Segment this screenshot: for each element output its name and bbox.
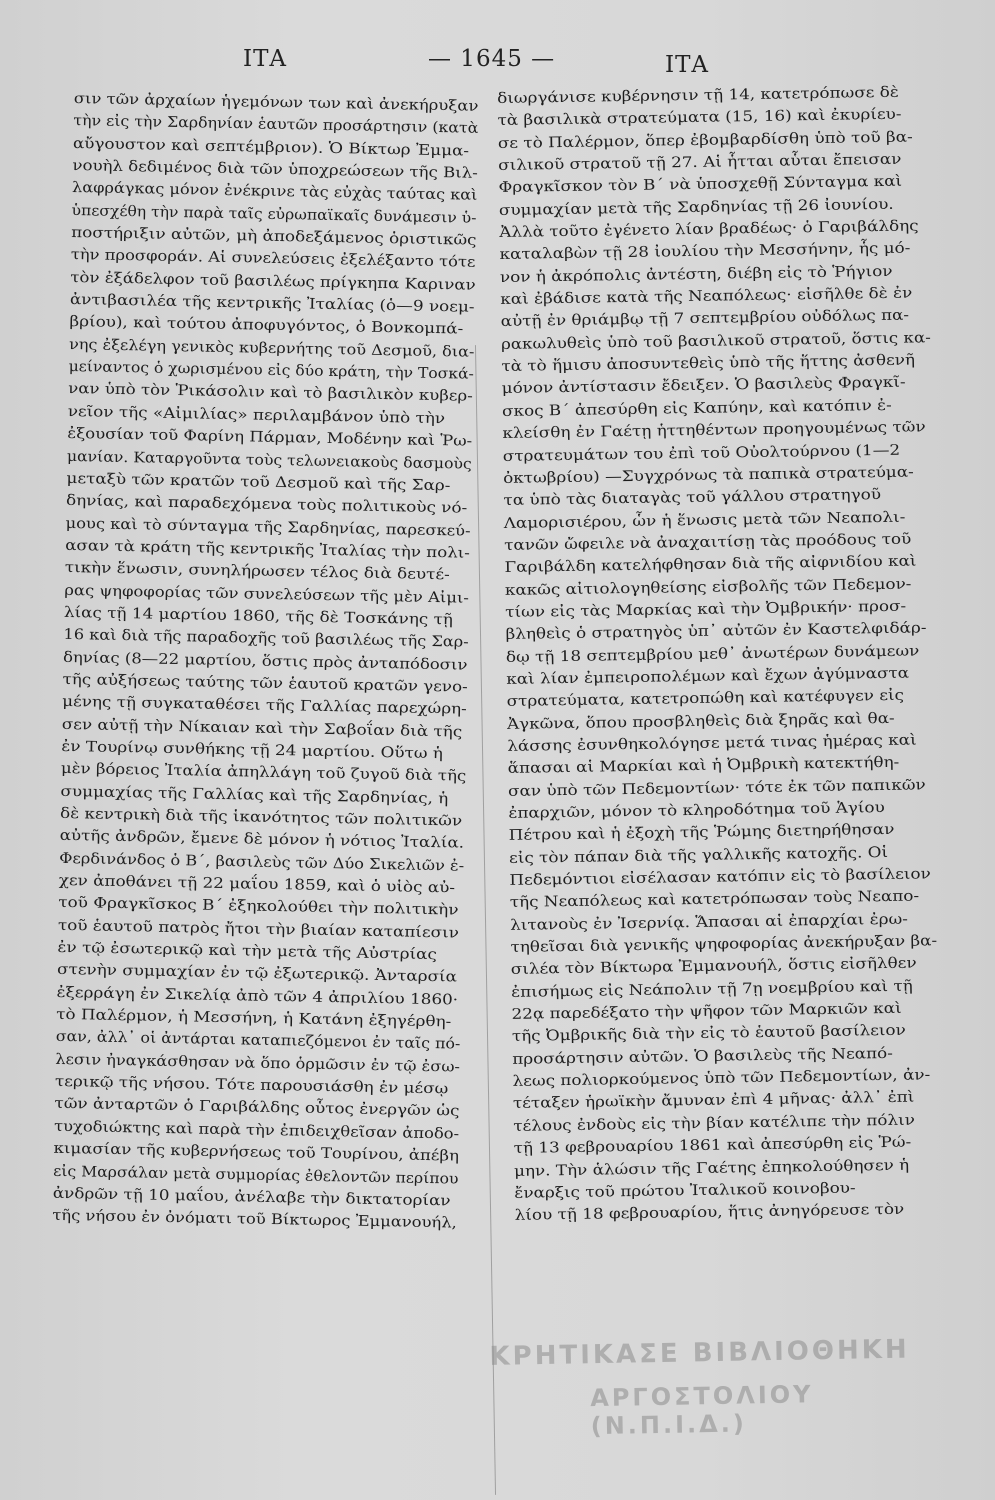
text-line: μους καὶ τὸ σύνταγμα τῆς Σαρδηνίας, παρεσκεύ-	[65, 514, 471, 540]
text-line: σιλέα τὸν Βίκτωρα Ἐμμανουήλ, ὅστις εἰσῆλθεν	[510, 954, 917, 979]
text-line: καὶ ἐβάδισε κατὰ τῆς Νεαπόλεως· εἰσῆλθε δὲ ἐν	[500, 284, 913, 309]
text-line: λαφράγκας μόνον ἐνέκρινε τὰς εὐχὰς ταύτας καὶ	[71, 179, 478, 205]
text-line: καὶ λίαν ἐμπειροπολέμων καὶ ἔχων ἀγύμναστα	[506, 664, 910, 688]
text-line: μένης τῇ συγκαταθέσει τῆς Γαλλίας παρεχώρη-	[62, 693, 467, 718]
text-line: λάσσης ἐσυνθηκολόγησε μετά τινας ἡμέρας καὶ	[507, 731, 917, 755]
library-watermark	[479, 1334, 950, 1441]
text-line: δηνίας, καὶ παραδεχόμενα τοὺς πολιτικοὺς νό-	[65, 492, 468, 517]
text-line: ἐν Τουρίνῳ συνθήκης τῇ 24 μαρτίου. Οὕτω ἡ	[61, 737, 444, 763]
text-line: τικὴν ἕνωσιν, συνηλήρωσεν τέλος διὰ δευτέ-	[64, 559, 450, 584]
text-line: στρατεύματα, κατετροπώθη καὶ κατέφυγεν εἰς	[506, 686, 905, 711]
text-line: λιτανοὺς ἐν Ἰσερνίᾳ. Ἅπασαι αἱ ἐπαρχίαι ἐρω-	[510, 910, 908, 934]
text-line: σαν, ἀλλ᾽ οἱ ἀντάρται καταπιεζόμενοι ἐν ταῖς πό-	[55, 1028, 461, 1054]
text-line: ἐπαρχιῶν, μόνον τὸ κληροδότημα τοῦ Ἁγίου	[508, 798, 885, 822]
text-line: τὴν εἰς τὴν Σαρδηνίαν ἑαυτῶν προσάρτησιν (κατὰ	[73, 112, 479, 138]
text-line: τῆς αὐξήσεως ταύτης τῶν ἑαυτοῦ κρατῶν γενο-	[62, 670, 468, 696]
text-line: ὀκτωβρίου) —Συγχρόνως τὰ παπικὰ στρατεύμα-	[502, 463, 914, 487]
text-line: δὲ κεντρικὴ διὰ τῆς ἱκανότητος τῶν πολιτικῶν	[59, 804, 463, 830]
text-line: στενὴν συμμαχίαν ἐν τῷ ἐξωτερικῷ. Ἀνταρσία	[56, 961, 458, 986]
text-line: κιμασίαν τῆς κυβερνήσεως τοῦ Τουρίνου, ἀπέβη	[53, 1139, 460, 1165]
text-line: βληθεὶς ὁ στρατηγὸς ὑπ᾽ αὐτῶν ἐν Καστελφιδάρ-	[505, 619, 927, 644]
text-line: τῆς Ὀμβρικῆς διὰ τὴν εἰς τὸ ἑαυτοῦ βασίλειον	[511, 1022, 906, 1046]
text-line: στρατευμάτων του ἐπὶ τοῦ Οὐολτούρνου (1—2	[502, 441, 901, 465]
text-line: τέταξεν ἡρωϊκὴν ἄμυναν ἐπὶ 4 μῆνας· ἀλλ᾽ ἐπὶ	[512, 1089, 915, 1113]
text-line: μείναντος ὁ χωρισμένου εἰς δύο κράτη, τὴν Τοσκά-	[68, 358, 474, 383]
text-line: νεῖον τῆς «Αἰμιλίας» περιλαμβάνον ὑπὸ τὴν	[67, 402, 446, 427]
text-line: σεν αὐτῇ τὴν Νίκαιαν καὶ τὴν Σαβοΐαν διὰ τῆς	[61, 715, 463, 741]
text-line: λίου τῇ 18 φεβρουαρίου, ἥτις ἀνηγόρευσε τὸν	[514, 1200, 905, 1225]
text-line: ἀνδρῶν τῇ 10 μαΐου, ἀνέλαβε τὴν δικτατορίαν	[52, 1184, 451, 1210]
text-line: τῇ 13 φεβρουαρίου 1861 καὶ ἀπεσύρθη εἰς Ῥώ-	[513, 1133, 912, 1158]
text-line: μόνον ἀντίστασιν ἔδειξεν. Ὁ βασιλεὺς Φραγκῖ-	[501, 374, 906, 398]
text-line: τὸ Παλέρμον, ἡ Μεσσήνη, ἡ Κατάνη ἐξηγέρθη-	[56, 1005, 452, 1031]
text-line: τῆς νήσου ἐν ὀνόματι τοῦ Βίκτωρος Ἐμμανουήλ,	[52, 1206, 457, 1232]
text-line: καταλαβὼν τῇ 28 ἰουλίου τὴν Μεσσήνην, ἧς μό-	[499, 239, 911, 264]
left-text-column	[52, 88, 479, 1235]
text-line: τυχοδιώκτης καὶ παρὰ τὴν ἐπιδειχθεῖσαν ἀποδο-	[53, 1117, 460, 1143]
text-line: διωργάνισε κυβέρνησιν τῇ 14, κατετρόπωσε δὲ	[497, 83, 899, 107]
text-line: σε τὸ Παλέρμον, ὅπερ ἐβομβαρδίσθη ὑπὸ τοῦ βα-	[497, 128, 913, 152]
text-line: Ἀλλὰ τοῦτο ἐγένετο λίαν βραδέως· ὁ Γαριβάλδης	[499, 217, 919, 242]
text-line: μεταξὺ τῶν κρατῶν τοῦ Δεσμοῦ καὶ τῆς Σαρ-	[66, 469, 451, 495]
watermark-line-1: ΚΡΗΤΙΚΑΣΕ ΒΙΒΛΙΟΘΗΚΗ	[489, 1334, 910, 1372]
text-line: εἰς τὸν πάπαν διὰ τῆς γαλλικῆς κατοχῆς. Οἱ	[508, 843, 889, 867]
running-header	[0, 42, 995, 82]
text-line: δῳ τῇ 18 σεπτεμβρίου μεθ᾽ ἀνωτέρων δυνάμεων	[505, 642, 920, 666]
text-line: τηθεῖσαι διὰ γενικῆς ψηφοφορίας ἀνεκήρυξαν βα-	[510, 932, 938, 956]
text-line: ὑπεσχέθη τὴν παρὰ ταῖς εὐρωπαϊκαῖς δυνάμεσιν ὑ-	[71, 201, 477, 227]
text-line: σιν τῶν ἀρχαίων ἡγεμόνων των καὶ ἀνεκήρυξαν	[73, 89, 479, 115]
text-line: Φερδινάνδος ὁ Β΄, βασιλεὺς τῶν Δύο Σικελιῶν ἐ-	[59, 849, 465, 875]
text-line: κλείσθη ἐν Γαέτῃ ἡττηθέντων προηγουμένως τῶν	[502, 418, 926, 443]
text-line: σιλικοῦ στρατοῦ τῇ 27. Αἱ ἧτται αὗται ἔπεισαν	[498, 150, 902, 175]
text-line: προσάρτησιν αὐτῶν. Ὁ βασιλεὺς τῆς Νεαπό-	[512, 1044, 893, 1068]
text-line: τῆς Νεαπόλεως καὶ κατετρόπωσαν τοὺς Νεαπο-	[509, 887, 920, 912]
text-line: νον ἡ ἀκρόπολις ἀντέστη, διέβη εἰς τὸ Ῥήγιον	[499, 262, 893, 286]
text-line: ρακωλυθεὶς ὑπὸ τοῦ βασιλικοῦ στρατοῦ, ὅστις κα-	[500, 328, 931, 353]
text-line: Πεδεμόντιοι εἰσέλασαν κατόπιν εἰς τὸ βασίλειον	[509, 865, 931, 889]
text-line: ἔναρξις τοῦ πρώτου Ἰταλικοῦ κοινοβου-	[514, 1179, 856, 1202]
text-line: συμμαχίαν μετὰ τῆς Σαρδηνίας τῇ 26 ἰουνίου.	[498, 195, 894, 219]
text-line: Πέτρου καὶ ἡ ἐξοχὴ τῆς Ῥώμης διετηρήθησαν	[508, 821, 895, 845]
text-line: τοῦ Φραγκῖσκος Β΄ ἐξηκολούθει τὴν πολιτικὴν	[58, 894, 459, 919]
text-line: ἐξερράγη ἐν Σικελίᾳ ἀπὸ τῶν 4 ἀπριλίου 1860·	[56, 983, 459, 1009]
text-line: τίων εἰς τὰς Μαρκίας καὶ τὴν Ὀμβρικήν· προσ-	[505, 597, 907, 621]
text-line: ναν ὑπὸ τὸν Ῥικάσολιν καὶ τὸ βασιλικὸν κυβερ-	[68, 380, 473, 406]
text-line: τὸν ἐξάδελφον τοῦ βασιλέως πρίγκηπα Καριναν	[70, 268, 476, 294]
text-line: ἐξουσίαν τοῦ Φαρίνη Πάρμαν, Μοδένην καὶ Ῥω-	[67, 425, 473, 450]
text-line: αὐτῆς ἀνδρῶν, ἔμενε δὲ μόνον ἡ νότιος Ἰταλία.	[59, 827, 465, 852]
text-line: λεως πολιορκούμενος ὑπὸ τῶν Πεδεμοντίων, ἀν-	[512, 1066, 931, 1091]
text-line: χεν ἀποθάνει τῇ 22 μαΐου 1859, καὶ ὁ υἱὸς αὐ-	[58, 871, 456, 897]
text-line: Γαριβάλδη κατελήφθησαν διὰ τῆς αἰφνιδίου καὶ	[504, 552, 917, 577]
text-line: μανίαν. Καταργοῦντα τοὺς τελωνειακοὺς δασμοὺς	[66, 447, 472, 473]
text-line: ποστήριξιν αὐτῶν, μὴ ἀποδεξάμενος ὁριστικῶς	[71, 224, 477, 249]
text-line: εἰς Μαρσάλαν μετὰ συμμορίας ἐθελοντῶν περίπου	[53, 1162, 459, 1188]
text-line: λεσιν ἠναγκάσθησαν νὰ ὅπο ὁρμῶσιν ἐν τῷ ἐσω-	[55, 1050, 461, 1076]
text-line: τοῦ ἑαυτοῦ πατρὸς ἤτοι τὴν βιαίαν καταπίεσιν	[57, 916, 460, 942]
text-line: νουὴλ δεδιμένος διὰ τῶν ὑποχρεώσεων τῆς Βιλ-	[72, 157, 478, 182]
text-line: τανῶν ὤφειλε νὰ ἀναχαιτίσῃ τὰς προόδους τοῦ	[504, 530, 912, 554]
text-line: τα ὑπὸ τὰς διαταγὰς τοῦ γάλλου στρατηγοῦ	[503, 486, 882, 510]
text-line: 16 καὶ διὰ τῆς παραδοχῆς τοῦ βασιλέως τῆς Σαρ-	[63, 626, 469, 651]
text-line: κακῶς αἰτιολογηθείσης εἰσβολῆς τῶν Πεδεμον-	[504, 575, 912, 599]
text-line: ἐπισήμως εἰς Νεάπολιν τῇ 7ῃ νοεμβρίου καὶ τῇ	[511, 977, 913, 1001]
text-line: ἅπασαι αἱ Μαρκίαι καὶ ἡ Ὀμβρικὴ κατεκτήθη-	[507, 754, 900, 778]
text-line: Φραγκῖσκον τὸν Β΄ νὰ ὑποσχεθῇ Σύνταγμα καὶ	[498, 173, 903, 197]
text-line: σκος Β΄ ἀπεσύρθη εἰς Καπύην, καὶ κατόπιν ἐ-	[501, 396, 892, 420]
text-line: τέλους ἐνδοὺς εἰς τὴν βίαν κατέλιπε τὴν πόλιν	[513, 1111, 915, 1135]
text-line: νης ἐξελέγη γενικὸς κυβερνήτης τοῦ Δεσμοῦ, δια-	[68, 335, 475, 361]
text-line: τὰ βασιλικὰ στρατεύματα (15, 16) καὶ ἐκυρίευ-	[497, 105, 902, 130]
right-text-column	[497, 81, 945, 1227]
header-right-word: ΙΤΑ	[665, 52, 710, 78]
text-line: ἐν τῷ ἐσωτερικῷ καὶ τὴν μετὰ τῆς Αὐστρίας	[57, 938, 438, 964]
text-line: μὲν βόρειος Ἰταλία ἀπηλλάγη τοῦ ζυγοῦ διὰ τῆς	[60, 760, 467, 785]
text-line: Λαμορισιέρου, ὧν ἡ ἕνωσις μετὰ τῶν Νεαπολι-	[503, 508, 906, 532]
text-line: αὔγουστον καὶ σεπτέμβριον). Ὁ Βίκτωρ Ἐμμα-	[72, 134, 470, 160]
text-line: σαν ὑπὸ τῶν Πεδεμοντίων· τότε ἐκ τῶν παπικῶν	[507, 776, 926, 800]
text-line: ασαν τὰ κράτη τῆς κεντρικῆς Ἰταλίας τὴν πολι-	[65, 536, 471, 562]
text-line: 22ᾳ παρεδέξατο τὴν ψῆφον τῶν Μαρκιῶν καὶ	[511, 999, 902, 1023]
text-line: ρας ψηφοφορίας τῶν συνελεύσεων τῆς μὲν Αἰμι-	[64, 581, 470, 607]
text-line: μην. Τὴν ἁλώσιν τῆς Γαέτης ἐπηκολούθησεν ἡ	[513, 1156, 910, 1180]
watermark-line-2: ΑΡΓΟΣΤΟΛΙΟΥ (Ν.Π.Ι.Δ.)	[590, 1380, 814, 1441]
text-line: τὴν προσφοράν. Αἱ συνελεύσεις ἐξελέξαντο τότε	[70, 246, 476, 272]
text-line: τῶν ἀνταρτῶν ὁ Γαριβάλδης οὗτος ἐνεργῶν ὡς	[54, 1095, 460, 1121]
page-number: — 1645 —	[428, 46, 556, 72]
text-line: δηνίας (8—22 μαρτίου, ὅστις πρὸς ἀνταπόδοσιν	[62, 648, 468, 674]
text-line: συμμαχίας τῆς Γαλλίας καὶ τῆς Σαρδηνίας, ἡ	[60, 782, 449, 807]
text-line: βρίου), καὶ τούτου ἀποφυγόντος, ὁ Βονκομπά-	[69, 313, 464, 338]
text-line: αὐτῇ ἐν θριάμβῳ τῇ 7 σεπτεμβρίου οὐδόλως πα-	[500, 306, 910, 331]
header-left-word: ΙΤΑ	[243, 46, 288, 72]
text-line: τὰ τὸ ἥμισυ ἀποσυντεθεὶς ὑπὸ τῆς ἥττης ἀσθενῆ	[501, 351, 916, 376]
text-line: λίας τῇ 14 μαρτίου 1860, τῆς δὲ Τοσκάνης τῇ	[63, 603, 454, 629]
text-line: Ἀγκῶνα, ὅπου προσβληθεὶς διὰ ξηρᾶς καὶ θα-	[506, 709, 895, 733]
text-line: ἀντιβασιλέα τῆς κεντρικῆς Ἰταλίας (ὁ—9 νοεμ-	[69, 291, 475, 316]
text-line: τερικῷ τῆς νήσου. Τότε παρουσιάσθη ἐν μέσῳ	[54, 1072, 449, 1098]
